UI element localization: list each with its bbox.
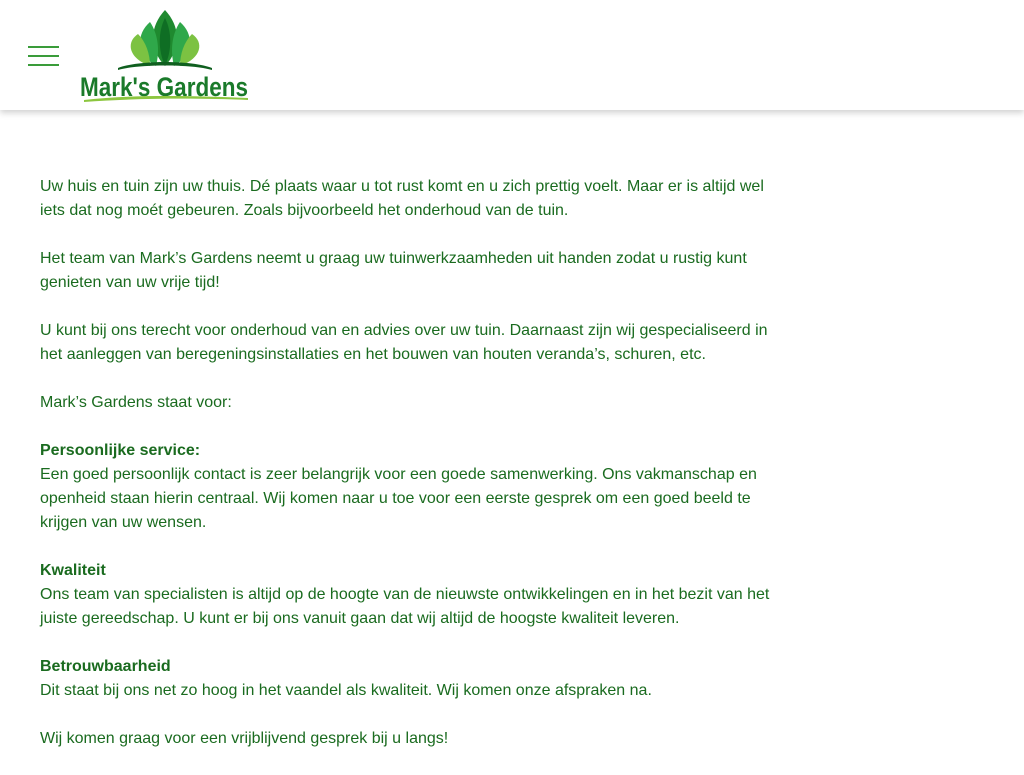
section-quality	[40, 559, 780, 631]
services-paragraph: U kunt bij ons terecht voor onderhoud van en advies over uw tuin. Daarnaast zijn wij gespecialiseerd in het aanleggen van beregeningsinstallaties en het bouwen van houten veranda’s, schuren, etc.	[40, 322, 768, 363]
menu-line	[28, 64, 59, 66]
leaf-logo-icon	[78, 8, 252, 102]
section-heading: Betrouwbaarheid	[40, 658, 171, 675]
logo-text: Mark's Gardens	[80, 72, 248, 102]
closing-paragraph: Wij komen graag voor een vrijblijvend gesprek bij u langs!	[40, 730, 449, 747]
section-text: Een goed persoonlijk contact is zeer belangrijk voor een goede samenwerking. Ons vakmanschap en openheid staan hierin centraal. Wij komen naar u toe voor een eerste gesprek om een goed beeld te krijgen van uw wensen.	[40, 466, 757, 531]
team-paragraph: Het team van Mark’s Gardens neemt u graag uw tuinwerkzaamheden uit handen zodat u rustig kunt genieten van uw vrije tijd!	[40, 250, 747, 291]
menu-line	[28, 55, 59, 57]
intro-paragraph: Uw huis en tuin zijn uw thuis. Dé plaats waar u tot rust komt en u zich prettig voelt. Maar er is altijd wel iets dat nog moét gebeuren. Zoals bijvoorbeeld het onderhoud van de tuin.	[40, 178, 764, 219]
section-heading: Kwaliteit	[40, 562, 106, 579]
section-text: Dit staat bij ons net zo hoog in het vaandel als kwaliteit. Wij komen onze afspraken na.	[40, 682, 652, 699]
section-text: Ons team van specialisten is altijd op de hoogte van de nieuwste ontwikkelingen en in het bezit van het juiste gereedschap. U kunt er bij ons vanuit gaan dat wij altijd de hoogste kwaliteit leveren.	[40, 586, 770, 627]
stands-for-paragraph: Mark’s Gardens staat voor:	[40, 394, 232, 411]
section-personal-service	[40, 439, 780, 535]
menu-line	[28, 46, 59, 48]
hamburger-menu-icon[interactable]	[28, 46, 60, 66]
section-reliability	[40, 655, 780, 703]
site-logo[interactable]	[78, 8, 252, 102]
site-header	[0, 0, 1024, 110]
main-content	[40, 175, 780, 775]
section-heading: Persoonlijke service:	[40, 442, 201, 459]
